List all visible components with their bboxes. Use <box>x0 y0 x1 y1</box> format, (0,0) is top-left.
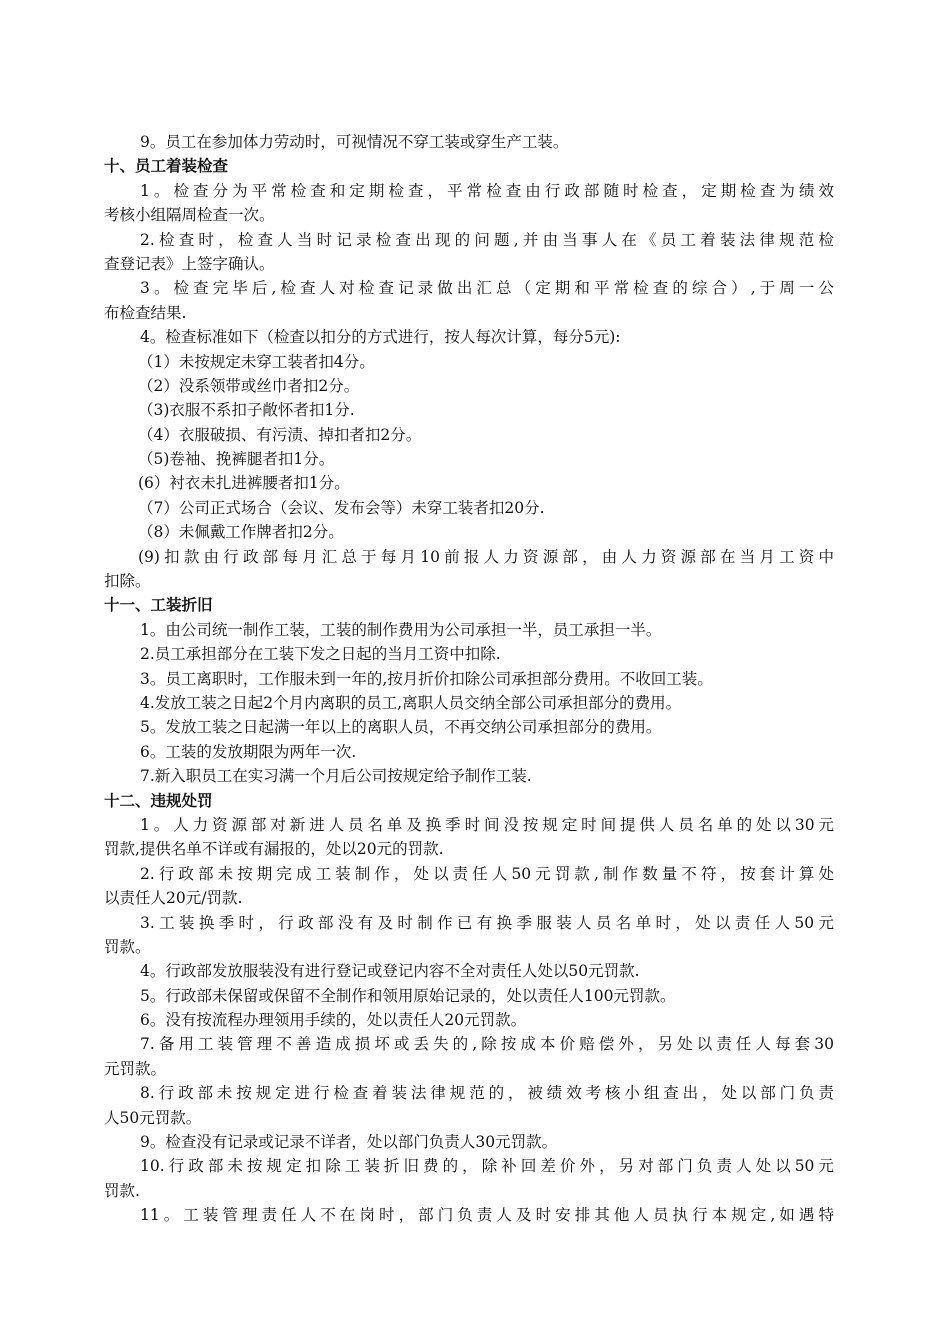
paragraph-line: 1。检查分为平常检查和定期检查，平常检查由行政部随时检查，定期检查为绩效 <box>140 181 834 200</box>
paragraph-line: 7.备用工装管理不善造成损坏或丢失的,除按成本价赔偿外，另处以责任人每套30 <box>140 1035 834 1054</box>
paragraph-line: 查登记表》上签字确认。 <box>104 254 275 273</box>
paragraph-line: 10.行政部未按规定扣除工装折旧费的，除补回差价外，另对部门负责人处以50元 <box>140 1157 834 1176</box>
paragraph-line: 3.工装换季时，行政部没有及时制作已有换季服装人员名单时，处以责任人50元 <box>140 913 834 932</box>
section-heading: 十一、工装折旧 <box>104 596 213 615</box>
paragraph-line: 以责任人20元/罚款. <box>104 889 243 908</box>
paragraph-line: 罚款,提供名单不详或有漏报的，处以20元的罚款. <box>104 840 444 859</box>
paragraph-line: 9。检查没有记录或记录不详者，处以部门负责人30元罚款。 <box>140 1133 558 1152</box>
paragraph-line: 6。工装的发放期限为两年一次. <box>140 742 357 761</box>
document-body <box>104 130 834 1228</box>
list-item: (9)扣款由行政部每月汇总于每月10前报人力资源部，由人力资源部在当月工资中 <box>138 547 834 566</box>
paragraph-line: 考核小组隔周检查一次。 <box>104 206 275 225</box>
paragraph-line: 11。工装管理责任人不在岗时，部门负责人及时安排其他人员执行本规定,如遇特 <box>140 1206 834 1225</box>
section-heading: 十二、违规处罚 <box>104 791 213 810</box>
list-item: (6）衬衣未扎进裤腰者扣1分。 <box>138 474 350 493</box>
paragraph-line: 元罚款。 <box>104 1059 167 1078</box>
paragraph-line: 1。人力资源部对新进人员名单及换季时间没按规定时间提供人员名单的处以30元 <box>140 815 834 834</box>
paragraph-line: 4。检查标准如下（检查以扣分的方式进行，按人每次计算，每分5元): <box>140 328 621 347</box>
paragraph-line: 2.检查时，检查人当时记录检查出现的问题,并由当事人在《员工着装法律规范检 <box>140 230 834 249</box>
list-item: （4）衣服破损、有污渍、掉扣者扣2分。 <box>138 425 422 444</box>
paragraph-line: 3。检查完毕后,检查人对检查记录做出汇总（定期和平常检查的综合）,于周一公 <box>140 279 834 298</box>
paragraph-line: 2.员工承担部分在工装下发之日起的当月工资中扣除. <box>140 645 501 664</box>
paragraph-line: 8.行政部未按规定进行检查着装法律规范的，被绩效考核小组查出，处以部门负责 <box>140 1084 834 1103</box>
list-item: （7）公司正式场合（会议、发布会等）未穿工装者扣20分. <box>138 498 545 517</box>
list-item: （3)衣服不系扣子敞怀者扣1分. <box>138 401 355 420</box>
paragraph-line: 布检查结果. <box>104 303 187 322</box>
section-heading: 十、员工着装检查 <box>104 157 229 176</box>
paragraph-line: 5。行政部未保留或保留不全制作和领用原始记录的，处以责任人100元罚款。 <box>140 986 676 1005</box>
list-item: （2）没系领带或丝巾者扣2分。 <box>138 376 360 395</box>
paragraph-line: 扣除。 <box>104 572 151 591</box>
list-item: （8）未佩戴工作牌者扣2分。 <box>138 523 344 542</box>
paragraph-line: 1。由公司统一制作工装，工装的制作费用为公司承担一半，员工承担一半。 <box>140 620 662 639</box>
paragraph-line: 9。员工在参加体力劳动时，可视情况不穿工装或穿生产工装。 <box>140 133 569 151</box>
paragraph-line: 罚款。 <box>104 937 151 956</box>
list-item: （5)卷袖、挽裤腿者扣1分。 <box>138 450 335 469</box>
paragraph-line: 2.行政部未按期完成工装制作，处以责任人50元罚款,制作数量不符，按套计算处 <box>140 864 834 883</box>
paragraph-line: 4。行政部发放服装没有进行登记或登记内容不全对责任人处以50元罚款. <box>140 962 640 981</box>
paragraph-line: 5。发放工装之日起满一年以上的离职人员，不再交纳公司承担部分的费用。 <box>140 718 662 737</box>
list-item: （1）未按规定未穿工装者扣4分。 <box>138 352 375 371</box>
paragraph-line: 3。员工离职时，工作服未到一年的,按月折价扣除公司承担部分费用。不收回工装。 <box>140 669 713 688</box>
paragraph-line: 罚款. <box>104 1181 140 1200</box>
paragraph-line: 人50元罚款。 <box>104 1108 202 1127</box>
paragraph-line: 4.发放工装之日起2个月内离职的员工,离职人员交纳全部公司承担部分的费用。 <box>140 693 682 712</box>
paragraph-line: 6。没有按流程办理领用手续的，处以责任人20元罚款。 <box>140 1011 527 1030</box>
paragraph-line: 7.新入职员工在实习满一个月后公司按规定给予制作工装. <box>140 767 532 786</box>
